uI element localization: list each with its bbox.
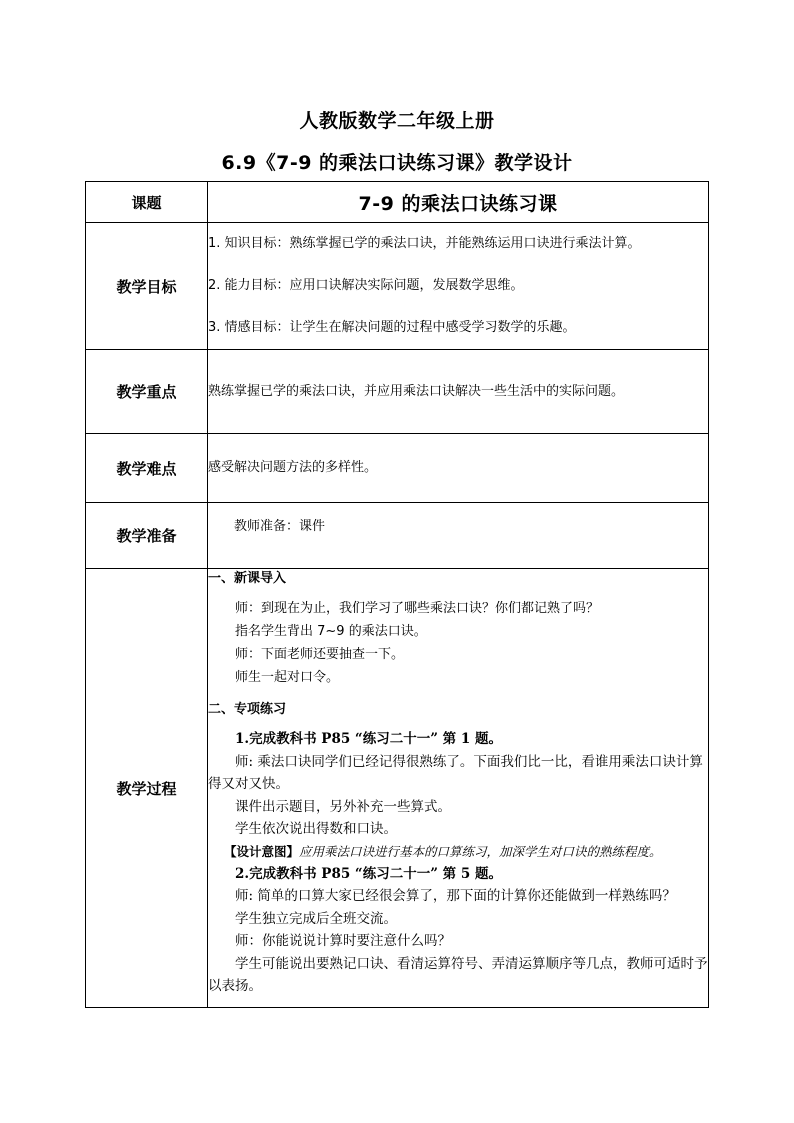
document-title: 人教版数学二年级上册 [299,110,495,132]
intro-line: 师：到现在为止，我们学习了哪些乘法口诀？你们都记熟了吗？ [235,601,600,616]
intro-line: 师：下面老师还要抽查一下。 [235,647,405,662]
lesson-plan-table [85,181,709,1008]
label-topic: 课题 [86,182,208,223]
label-keypoints: 教学重点 [86,350,208,434]
section-heading-practice: 二、专项练习 [208,702,287,717]
topic-value: 7-9 的乘法口诀练习课 [208,182,709,223]
process-cell [208,569,709,1008]
design-intent [208,841,708,863]
document-subtitle: 6.9《7-9 的乘法口诀练习课》教学设计 [221,152,573,174]
row-difficulties [86,434,709,503]
goal-ability: 2. 能力目标：应用口诀解决实际问题，发展数学思维。 [208,278,524,293]
practice-item-title: 2.完成教科书 P85 “练习二十一” 第 5 题。 [235,865,502,882]
label-process: 教学过程 [86,569,208,1008]
practice-line: 学生可能说出要熟记口诀、看清运算符号、弄清运算顺序等几点，教师可适时予以表扬。 [208,955,708,994]
intro-line: 指名学生背出 7~9 的乘法口诀。 [235,624,427,639]
label-preparation: 教学准备 [86,503,208,569]
label-difficulties: 教学难点 [86,434,208,503]
section-heading-intro: 一、新课导入 [208,571,287,586]
row-preparation [86,503,709,569]
practice-item-title: 1.完成教科书 P85 “练习二十一” 第 1 题。 [235,731,502,747]
practice-line: 学生独立完成后全班交流。 [235,910,397,927]
row-keypoints [86,350,709,434]
keypoints-text: 熟练掌握已学的乘法口诀，并应用乘法口诀解决一些生活中的实际问题。 [208,350,709,434]
practice-line: 师: 简单的口算大家已经很会算了，那下面的计算你还能做到一样熟练吗？ [235,888,676,904]
goal-emotion: 3. 情感目标：让学生在解决问题的过程中感受学习数学的乐趣。 [208,320,576,335]
difficulties-text: 感受解决问题方法的多样性。 [208,434,709,503]
design-intent-text: 应用乘法口诀进行基本的口算练习，加深学生对口诀的熟练程度。 [299,843,662,859]
preparation-text: 教师准备：课件 [208,503,709,569]
practice-line: 课件出示题目，另外补充一些算式。 [235,798,451,815]
row-process [86,569,709,1008]
goal-knowledge: 1. 知识目标：熟练掌握已学的乘法口诀，并能熟练运用口诀进行乘法计算。 [208,236,641,251]
row-goals [86,223,709,350]
goals-cell [208,223,709,350]
design-intent-tag: 【设计意图】 [224,843,300,859]
label-goals: 教学目标 [86,223,208,350]
practice-line: 学生依次说出得数和口诀。 [235,821,397,837]
intro-line: 师生一起对口令。 [235,670,340,685]
row-topic [86,182,709,223]
practice-line: 师: 乘法口诀同学们已经记得很熟练了。下面我们比一比，看谁用乘法口诀计算得又对又快。 [208,753,703,792]
practice-line: 师：你能说说计算时要注意什么吗？ [235,933,451,949]
